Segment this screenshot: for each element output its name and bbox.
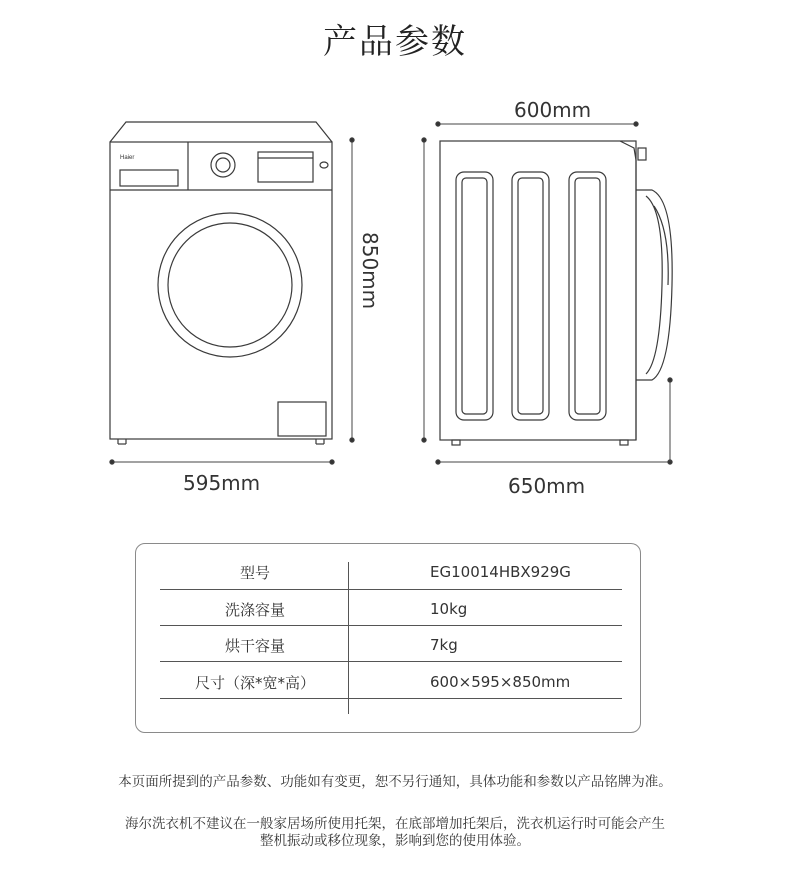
spec-row-model [160,554,622,590]
spec-row-wash-capacity [160,591,622,627]
brand-logo-text: Haier [120,155,135,161]
side-total-depth-label: 650mm [508,474,586,498]
row-divider [160,698,622,699]
spec-table [135,543,641,733]
spec-label: 型号 [239,563,270,582]
spec-row-dry-capacity [160,627,622,663]
front-view-machine [110,122,332,444]
row-divider [160,661,622,662]
spec-value: EG10014HBX929G [430,563,571,581]
side-depth-label: 600mm [514,98,592,122]
spec-value: 7kg [430,636,458,654]
spec-label: 烘干容量 [224,636,285,655]
row-divider [160,625,622,626]
bracket-warning-line-2: 整机振动或移位现象，影响到您的使用体验。 [260,833,530,849]
bracket-warning-line-1: 海尔洗衣机不建议在一般家居场所使用托架，在底部增加托架后，洗衣机运行时可能会产生 [125,816,665,832]
height-label: 850mm [358,232,382,310]
side-view-machine [440,141,672,445]
disclaimer-note: 本页面所提到的产品参数、功能如有变更，恕不另行通知，具体功能和参数以产品铭牌为准。 [118,774,672,790]
spec-row-dimensions [160,664,622,700]
front-width-label: 595mm [183,471,261,495]
spec-value: 10kg [430,600,468,618]
row-divider [160,589,622,590]
spec-label: 洗涤容量 [224,600,285,619]
page-title: 产品参数 [323,22,467,62]
spec-label: 尺寸（深*宽*高） [194,673,315,692]
spec-value: 600×595×850mm [430,673,571,691]
